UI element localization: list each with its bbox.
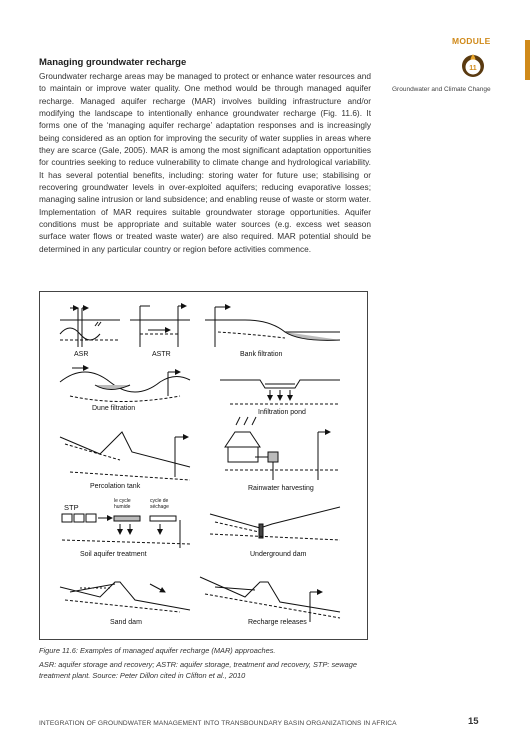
label-le-cycle-2: humide	[114, 504, 131, 510]
label-sand-dam: Sand dam	[110, 619, 142, 626]
label-infiltration-pond: Infiltration pond	[258, 409, 306, 416]
page-number: 15	[468, 716, 479, 727]
module-number: 11	[469, 65, 477, 72]
label-dune-filtration: Dune filtration	[92, 405, 136, 412]
figure-caption: Figure 11.6: Examples of managed aquifer recharge (MAR) approaches.	[39, 646, 276, 655]
figure-mar-approaches	[39, 291, 368, 640]
label-stp: STP	[64, 503, 79, 512]
underground-dam-diagram	[210, 507, 340, 540]
label-underground-dam: Underground dam	[250, 551, 307, 558]
label-rainwater-harvesting: Rainwater harvesting	[248, 485, 314, 492]
infiltration-pond-diagram	[220, 380, 340, 404]
sidebar-caption: Groundwater and Climate Change	[392, 86, 491, 93]
mar-diagram	[40, 292, 367, 639]
label-astr: ASTR	[152, 351, 171, 358]
label-cycle-de-2: séchage	[150, 504, 169, 510]
label-bank-filtration: Bank filtration	[240, 351, 283, 358]
soil-aquifer-treatment-diagram	[62, 514, 190, 548]
astr-diagram	[130, 306, 190, 347]
label-percolation-tank: Percolation tank	[90, 483, 141, 490]
bank-filtration-diagram	[205, 307, 340, 347]
label-recharge-releases: Recharge releases	[248, 619, 307, 626]
rainwater-harvesting-diagram	[225, 417, 340, 480]
module-label: MODULE	[452, 36, 491, 46]
figure-note: ASR: aquifer storage and recovery; ASTR: aquifer storage, treatment and recovery, STP: sewage treatment plant. Source: Peter Dillon cited in Clifton et al., 2010	[39, 660, 357, 680]
label-le-cycle-1: le cycle	[114, 498, 131, 504]
label-soil-aquifer-treatment: Soil aquifer treatment	[80, 551, 147, 558]
footer-text: INTEGRATION OF GROUNDWATER MANAGEMENT INTO TRANSBOUNDARY BASIN ORGANIZATIONS IN AFRICA	[39, 720, 397, 727]
module-accent-bar	[525, 40, 530, 80]
asr-diagram	[60, 308, 120, 347]
label-cycle-de-1: cycle de	[150, 498, 169, 504]
dune-filtration-diagram	[60, 368, 190, 402]
percolation-tank-diagram	[60, 432, 190, 480]
body-paragraph: Groundwater recharge areas may be managed to protect or enhance water resources and to maintain or improve water quality. One method would be through managed aquifer recharge. Managed aquifer recharge (MAR) involves building infrastructure and/or modifying the landscape to intentionally enhance groundwater recharge (Fig. 11.6). It forms one of the ‘managing aquifer recharge’ adaptation responses and is increasingly being considered as an option for improving the security of water supplies in areas where they are scarce (Gale, 2005). MAR is among the most significant adaptation opportunities for countries seeking to reduce vulnerability to climate change and hydrological variability. It has several potential benefits, including: storing water for future use; stabilising or recovering groundwater levels in over-exploited aquifers; reducing evaporative losses; managing saline intrusion or land subsidence; and enabling reuse of waste or storm water. Implementation of MAR requires suitable groundwater storage opportunities. Aquifer conditions must be appropriate and suitable water sources (e.g. excess wet season surface water flows or treated waste water) are also required. MAR potential should be determined in any particular country or region before activities commence.	[39, 71, 371, 254]
section-title: Managing groundwater recharge	[39, 57, 187, 68]
label-asr: ASR	[74, 351, 89, 358]
sand-dam-diagram	[60, 582, 190, 612]
module-badge	[460, 52, 486, 78]
recharge-releases-diagram	[200, 577, 340, 622]
